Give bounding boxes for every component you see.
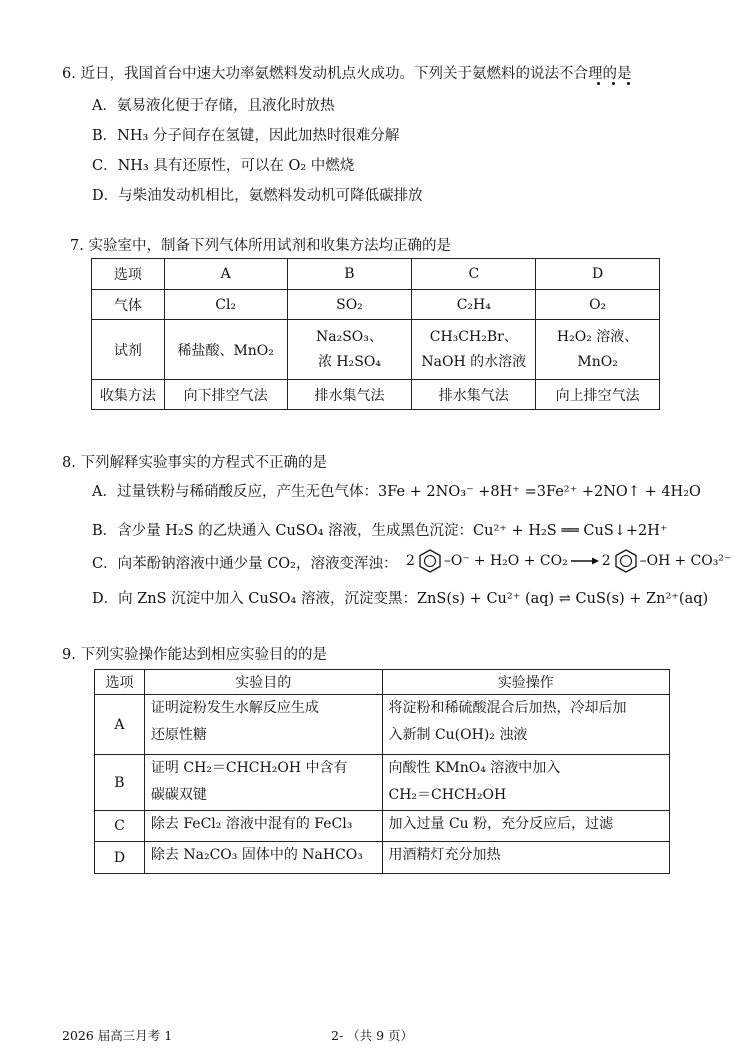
q7-cell: SO₂ [287,290,412,320]
q7-reagent-line: Na₂SO₃、 [316,328,383,345]
q7-header-cell: B [287,259,412,290]
eq-bond-left: – [443,553,451,569]
q8-stem: 8. 下列解释实验事实的方程式不正确的是 [62,455,327,471]
q7-header-cell: C [412,259,536,290]
q7-gas-row [92,290,660,320]
footer-exam-name: 2026 届高三月考 1 [62,1028,173,1043]
eq-coef-right: 2 [601,553,611,569]
q8-option-c-text: C．向苯酚钠溶液中通少量 CO₂，溶液变浑浊： [92,556,398,572]
q9-header-row [95,670,670,695]
q8-option-c-equation [406,548,731,574]
q9-option-cell: C [95,811,145,842]
q9-op-cell [382,695,670,755]
benzene-ring-icon [613,548,639,574]
eq-products-tail: + CO₃²⁻ [674,553,732,569]
q9-op-cell [382,755,670,811]
q8-option-c [92,552,398,573]
q9-goal-line: 除去 Na₂CO₃ 固体中的 NaHCO₃ [150,847,363,863]
q6-option-c: C．NH₃ 具有还原性，可以在 O₂ 中燃烧 [92,158,355,174]
q9-goal-line: 证明淀粉发生水解反应生成 [150,700,319,716]
q9-table [94,669,670,874]
q7-cell: O₂ [536,290,660,320]
eq-reactants-mid: + H₂O + CO₂ [473,553,568,569]
q6-option-d: D．与柴油发动机相比，氨燃料发动机可降低碳排放 [92,188,423,204]
q6-emphasis-dots [594,82,634,86]
q9-goal-line: 除去 FeCl₂ 溶液中混有的 FeCl₃ [150,816,353,832]
eq-coef-left: 2 [406,553,415,569]
eq-bond-right: – [639,553,647,569]
q7-cell: 向上排空气法 [536,380,660,410]
q9-op-line: 加入过量 Cu 粉，充分反应后，过滤 [388,816,614,832]
q7-reagent-line: MnO₂ [577,353,618,370]
q7-cell [287,320,412,380]
q8-option-a: A．过量铁粉与稀硝酸反应，产生无色气体：3Fe + 2NO₃⁻ +8H⁺ =3Fe²⁺ +2NO↑ + 4H₂O [92,484,701,500]
table-row [95,755,670,811]
q7-reagent-line: NaOH 的水溶液 [421,353,527,370]
q7-cell: 排水集气法 [412,380,536,410]
q7-reagent-line: H₂O₂ 溶液、 [556,328,639,345]
q7-stem: 7. 实验室中，制备下列气体所用试剂和收集方法均正确的是 [70,238,451,254]
footer-page-number: 2- （共 9 页） [331,1028,414,1043]
table-row [95,811,670,842]
reaction-arrow-icon [570,556,600,566]
benzene-ring-icon [417,548,443,574]
q9-header-cell: 实验操作 [382,670,670,695]
q7-cell: 试剂 [92,320,165,380]
q7-header-cell: D [536,259,660,290]
q7-cell: 排水集气法 [287,380,412,410]
q9-op-cell [382,811,670,842]
q9-goal-line: 证明 CH₂＝CHCH₂OH 中含有 [150,760,348,776]
q7-header-cell: A [164,259,287,290]
q9-goal-line: 还原性糖 [150,727,207,743]
q9-op-line: CH₂＝CHCH₂OH [388,787,507,803]
table-row [95,695,670,755]
q9-goal-cell [144,811,382,842]
q9-op-line: 入新制 Cu(OH)₂ 浊液 [388,727,528,743]
q8-option-b: B．含少量 H₂S 的乙炔通入 CuSO₄ 溶液，生成黑色沉淀：Cu²⁺ + H₂S ══ CuS↓+2H⁺ [92,523,668,539]
q9-op-line: 将淀粉和稀硫酸混合后加热，冷却后加 [388,700,627,716]
q7-reagent-line: CH₃CH₂Br、 [429,328,518,345]
q9-option-cell: D [95,842,145,874]
q9-stem: 9. 下列实验操作能达到相应实验目的的是 [62,647,327,663]
q6-option-a: A．氨易液化便于存储，且液化时放热 [92,98,335,114]
q7-cell: 稀盐酸、MnO₂ [164,320,287,380]
q8-option-d: D．向 ZnS 沉淀中加入 CuSO₄ 溶液，沉淀变黑：ZnS(s) + Cu²⁺ (aq) ⇌ CuS(s) + Zn²⁺(aq) [92,591,709,607]
eq-left-group: O⁻ [450,553,470,569]
q6-option-b: B．NH₃ 分子间存在氢键，因此加热时很难分解 [92,128,400,144]
q7-cell: C₂H₄ [412,290,536,320]
q9-option-cell: A [95,695,145,755]
q7-header-cell: 选项 [92,259,165,290]
q6-stem: 6. 近日，我国首台中速大功率氨燃料发动机点火成功。下列关于氨燃料的说法不合理的是 [62,66,632,82]
q7-cell: Cl₂ [164,290,287,320]
q7-reagent-line: 浓 H₂SO₄ [317,353,381,370]
q7-cell: 收集方法 [92,380,165,410]
q7-cell [412,320,536,380]
q7-header-row [92,259,660,290]
table-row [95,842,670,874]
q9-op-cell [382,842,670,874]
q9-goal-cell [144,842,382,874]
eq-right-group: OH [646,553,671,569]
q7-table [91,258,660,410]
q7-collect-row [92,380,660,410]
q7-cell: 气体 [92,290,165,320]
q9-header-cell: 实验目的 [144,670,382,695]
q7-reagent-row [92,320,660,380]
q9-op-line: 用酒精灯充分加热 [388,847,501,863]
q7-cell [536,320,660,380]
q9-op-line: 向酸性 KMnO₄ 溶液中加入 [388,760,561,776]
q9-header-cell: 选项 [95,670,145,695]
q7-cell: 向下排空气法 [164,380,287,410]
q9-goal-cell [144,755,382,811]
q9-goal-cell [144,695,382,755]
q9-option-cell: B [95,755,145,811]
q9-goal-line: 碳碳双键 [150,787,207,803]
